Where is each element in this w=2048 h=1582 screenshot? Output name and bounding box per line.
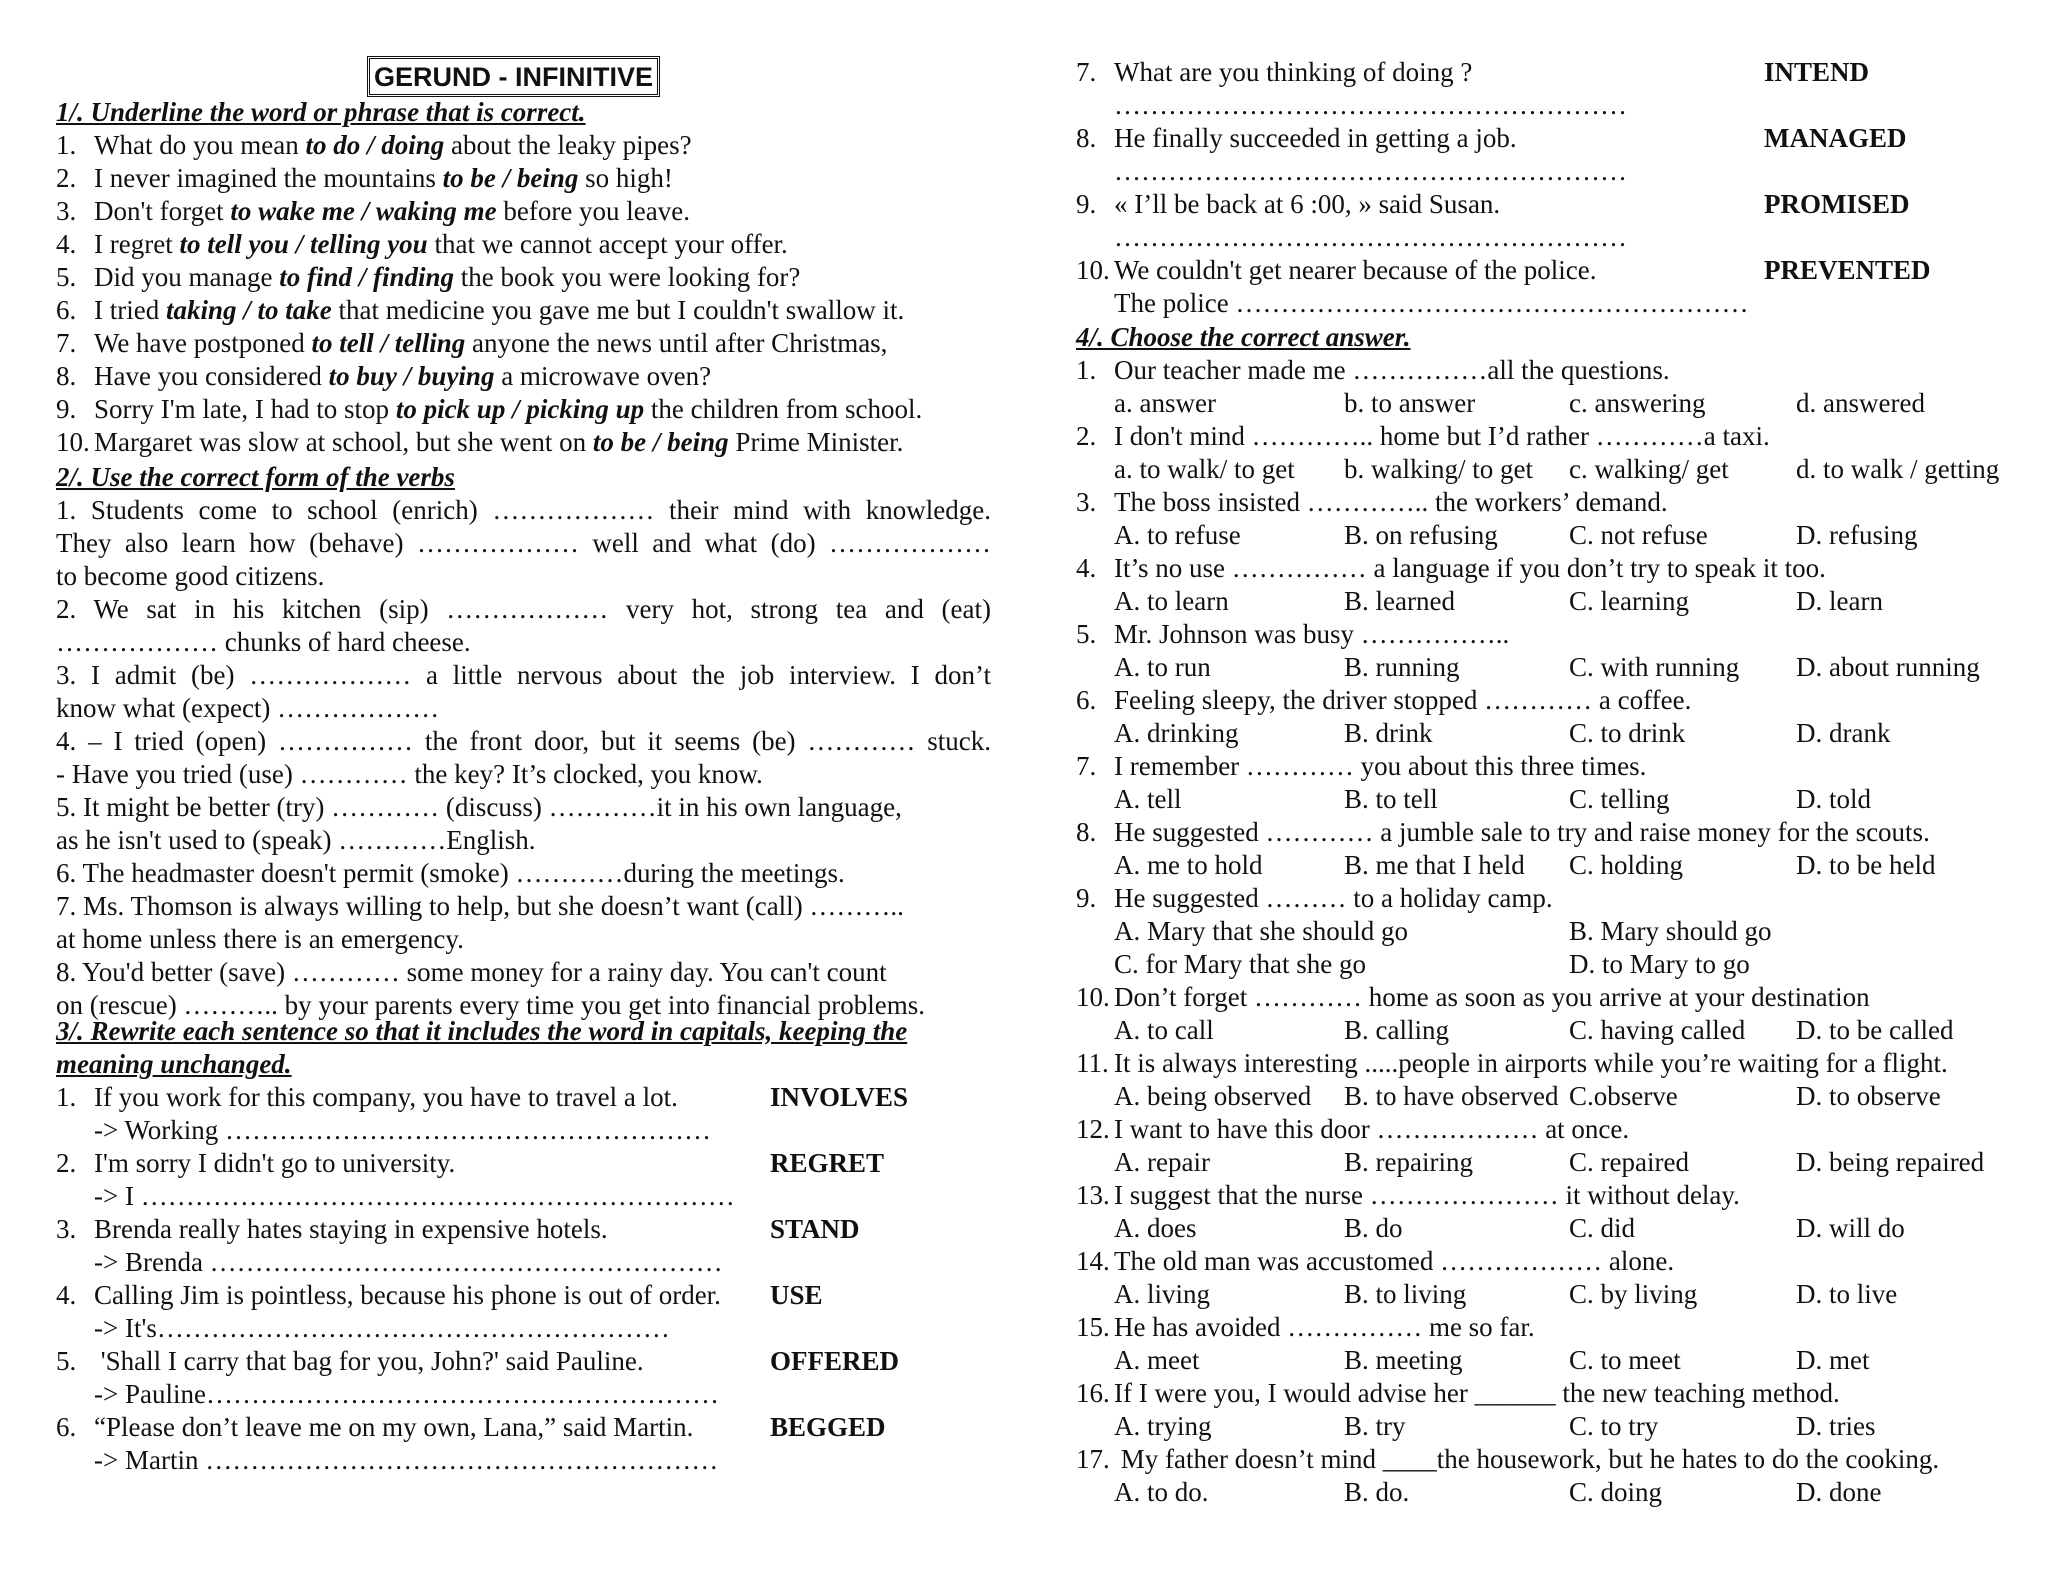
s4-option: C. for Mary that she go [1114, 949, 1366, 979]
s1-item [56, 228, 788, 260]
s4-question-number: 13. [1076, 1180, 1110, 1210]
s4-option: c. walking/ get [1569, 454, 1729, 484]
s4-question-number: 10. [1076, 982, 1110, 1012]
s4-option: C. did [1569, 1213, 1636, 1243]
s4-option: D. done [1796, 1477, 1882, 1507]
s4-question [1076, 1245, 1674, 1277]
s4-question-number: 14. [1076, 1246, 1110, 1276]
s3-item [1076, 122, 1517, 154]
s4-question [1076, 618, 1509, 650]
s4-option: B. me that I held [1344, 850, 1525, 880]
s4-option: A. to do. [1114, 1477, 1209, 1507]
s3-keyword: BEGGED [770, 1412, 886, 1442]
s3-item-text: 'Shall I carry that bag for you, John?' said Pauline. [94, 1346, 644, 1376]
s4-option: A. living [1114, 1279, 1211, 1309]
s3-item-text: He finally succeeded in getting a job. [1114, 123, 1517, 153]
s3-item-number: 9. [1076, 189, 1097, 219]
s4-question [1076, 1311, 1535, 1343]
s4-option: D. to be called [1796, 1015, 1954, 1045]
s1-item-text: I never imagined the mountains [94, 163, 443, 193]
s4-option: C. not refuse [1569, 520, 1708, 550]
s1-item [56, 129, 692, 161]
s3-keyword: REGRET [770, 1148, 885, 1178]
s1-item-number: 2. [56, 163, 77, 193]
s1-item-text: Margaret was slow at school, but she went on [94, 427, 593, 457]
s4-question [1076, 882, 1553, 914]
s2-line: 1. Students come to school (enrich) ……………… their mind with knowledge. [56, 495, 991, 525]
s1-item-choice: to tell / telling [311, 328, 466, 358]
s3-answer-line: -> Martin ………………………………………………… [94, 1445, 719, 1475]
s3-item-text: « I’ll be back at 6 :00, » said Susan. [1114, 189, 1501, 219]
s3-item-text: “Please don’t leave me on my own, Lana,” said Martin. [94, 1412, 694, 1442]
section3-heading-line2: meaning unchanged. [56, 1049, 292, 1079]
s1-item-choice: to wake me / waking me [230, 196, 497, 226]
s1-item-text: What do you mean [94, 130, 306, 160]
s4-question-text: If I were you, I would advise her ______ the new teaching method. [1114, 1378, 1840, 1408]
s4-question-text: I want to have this door ……………… at once. [1114, 1114, 1630, 1144]
s4-option: A. does [1114, 1213, 1197, 1243]
s4-question-text: He suggested ……… to a holiday camp. [1114, 883, 1553, 913]
s2-line: 4. – I tried (open) …………… the front door, but it seems (be) ………… stuck. [56, 726, 991, 756]
s4-option: D. about running [1796, 652, 1980, 682]
s4-option: D. learn [1796, 586, 1883, 616]
s4-question-number: 5. [1076, 619, 1097, 649]
s4-question [1076, 981, 1870, 1013]
s2-line: know what (expect) ……………… [56, 693, 440, 723]
s4-option: B. on refusing [1344, 520, 1498, 550]
s3-answer-line: -> Pauline………………………………………………… [94, 1379, 719, 1409]
s3-item-number: 1. [56, 1082, 77, 1112]
s4-option: D. met [1796, 1345, 1870, 1375]
s4-question-number: 15. [1076, 1312, 1110, 1342]
s4-option: A. being observed [1114, 1081, 1312, 1111]
s3-keyword: PROMISED [1764, 189, 1910, 219]
s4-option: C. holding [1569, 850, 1684, 880]
s1-item-choice: to tell you / telling you [179, 229, 428, 259]
s1-item-text-end: before you leave. [496, 196, 691, 226]
s2-line: 7. Ms. Thomson is always willing to help, but she doesn’t want (call) ……….. [56, 891, 904, 921]
s2-line: as he isn't used to (speak) …………English. [56, 825, 536, 855]
s4-question-text: Our teacher made me ……………all the questions. [1114, 355, 1670, 385]
s2-line: 8. You'd better (save) ………… some money for a rainy day. You can't count [56, 957, 887, 987]
s4-question [1076, 552, 1826, 584]
s4-option: D. to Mary to go [1569, 949, 1750, 979]
s4-option: D. being repaired [1796, 1147, 1985, 1177]
page-title: GERUND - INFINITIVE [367, 56, 660, 97]
s1-item-choice: to buy / buying [328, 361, 495, 391]
s3-answer-line: ………………………………………………… [1114, 90, 1627, 120]
s3-answer-line: -> It's………………………………………………… [94, 1313, 670, 1343]
s4-question [1076, 1377, 1840, 1409]
s1-item-text-end: that we cannot accept your offer. [427, 229, 788, 259]
s4-option: B. do. [1344, 1477, 1410, 1507]
s4-option: c. answering [1569, 388, 1706, 418]
s3-item [1076, 254, 1596, 286]
s2-line: to become good citizens. [56, 561, 325, 591]
s4-question-text: Don’t forget ………… home as soon as you arrive at your destination [1114, 982, 1870, 1012]
s3-answer-line: The police ………………………………………………… [1114, 288, 1749, 318]
s3-answer-line: ………………………………………………… [1114, 222, 1627, 252]
s4-option: a. to walk/ to get [1114, 454, 1295, 484]
s1-item-text-end: so high! [578, 163, 673, 193]
s4-option: C. by living [1569, 1279, 1698, 1309]
s2-line: - Have you tried (use) ………… the key? It’s clocked, you know. [56, 759, 763, 789]
s3-item [56, 1345, 644, 1377]
s4-option: C. telling [1569, 784, 1670, 814]
s3-item [56, 1147, 455, 1179]
s4-question [1076, 684, 1691, 716]
s4-option: B. Mary should go [1569, 916, 1772, 946]
s1-item-number: 1. [56, 130, 77, 160]
section3-heading-line1: 3/. Rewrite each sentence so that it includes the word in capitals, keeping the [56, 1016, 908, 1046]
s4-question-number: 7. [1076, 751, 1097, 781]
s3-item [56, 1411, 693, 1443]
s3-item-number: 10. [1076, 255, 1110, 285]
s4-option: a. answer [1114, 388, 1216, 418]
s1-item-text: Sorry I'm late, I had to stop [94, 394, 396, 424]
s4-option: D. to observe [1796, 1081, 1941, 1111]
s4-question-text: I don't mind ………….. home but I’d rather …………a taxi. [1114, 421, 1770, 451]
s1-item-number: 7. [56, 328, 77, 358]
s1-item [56, 195, 690, 227]
s4-question-text: The old man was accustomed ……………… alone. [1114, 1246, 1675, 1276]
s4-option: A. Mary that she should go [1114, 916, 1408, 946]
s3-item-text: Calling Jim is pointless, because his phone is out of order. [94, 1280, 721, 1310]
s4-option: A. trying [1114, 1411, 1212, 1441]
s3-item [1076, 188, 1500, 220]
s3-keyword: STAND [770, 1214, 860, 1244]
s4-question [1076, 1047, 1948, 1079]
s1-item-number: 8. [56, 361, 77, 391]
s2-line: 6. The headmaster doesn't permit (smoke) …………during the meetings. [56, 858, 845, 888]
s2-line: 3. I admit (be) ……………… a little nervous about the job interview. I don’t [56, 660, 991, 690]
s4-option: C. having called [1569, 1015, 1746, 1045]
s4-option: A. to call [1114, 1015, 1214, 1045]
s3-answer-line: -> Working ……………………………………………… [94, 1115, 712, 1145]
s4-question-number: 2. [1076, 421, 1097, 451]
s4-question-text: I suggest that the nurse ………………… it without delay. [1114, 1180, 1740, 1210]
s4-option: d. answered [1796, 388, 1925, 418]
s3-item-text: If you work for this company, you have to travel a lot. [94, 1082, 678, 1112]
s4-option: B. drink [1344, 718, 1433, 748]
s4-option: C. to meet [1569, 1345, 1681, 1375]
s1-item [56, 327, 887, 359]
s4-question-number: 11. [1076, 1048, 1109, 1078]
s4-option: D. refusing [1796, 520, 1918, 550]
s1-item [56, 426, 903, 458]
s1-item-text-end: that medicine you gave me but I couldn't swallow it. [331, 295, 905, 325]
s4-question-number: 8. [1076, 817, 1097, 847]
s3-item-text: We couldn't get nearer because of the police. [1114, 255, 1597, 285]
s4-option: D. to be held [1796, 850, 1936, 880]
s4-question-text: The boss insisted ………….. the workers’ demand. [1114, 487, 1668, 517]
s1-item-choice: to be / being [592, 427, 729, 457]
s1-item-text-end: anyone the news until after Christmas, [465, 328, 888, 358]
s4-option: B. do [1344, 1213, 1403, 1243]
s4-question [1076, 750, 1646, 782]
s4-question [1076, 354, 1670, 386]
s4-question-text: He has avoided …………… me so far. [1114, 1312, 1535, 1342]
s4-option: D. will do [1796, 1213, 1905, 1243]
s4-option: B. to living [1344, 1279, 1467, 1309]
s1-item-number: 6. [56, 295, 77, 325]
s4-option: B. try [1344, 1411, 1406, 1441]
s4-question [1076, 420, 1770, 452]
s4-option: B. running [1344, 652, 1460, 682]
s3-item [56, 1081, 678, 1113]
s4-question-number: 12. [1076, 1114, 1110, 1144]
s4-option: C. to try [1569, 1411, 1659, 1441]
s4-option: C. doing [1569, 1477, 1663, 1507]
s1-item-text: We have postponed [94, 328, 312, 358]
s1-item-choice: to be / being [442, 163, 579, 193]
s2-line: on (rescue) ……….. by your parents every time you get into financial problems. [56, 990, 926, 1020]
s4-question-number: 6. [1076, 685, 1097, 715]
s3-answer-line: -> Brenda ………………………………………………… [94, 1247, 723, 1277]
s1-item-text-end: Prime Minister. [728, 427, 904, 457]
s4-question-number: 3. [1076, 487, 1097, 517]
s4-option: A. to learn [1114, 586, 1229, 616]
s2-line: 2. We sat in his kitchen (sip) ……………… very hot, strong tea and (eat) [56, 594, 991, 624]
s4-option: B. repairing [1344, 1147, 1473, 1177]
s4-question [1076, 1443, 1939, 1475]
s1-item-text: Have you considered [94, 361, 329, 391]
section4-heading: 4/. Choose the correct answer. [1076, 322, 1411, 352]
s4-option: B. learned [1344, 586, 1455, 616]
s3-item [56, 1213, 608, 1245]
s1-item-choice: taking / to take [165, 295, 332, 325]
s2-line: at home unless there is an emergency. [56, 924, 464, 954]
s1-item-choice: to do / doing [305, 130, 445, 160]
s4-question-text: It’s no use …………… a language if you don’t try to speak it too. [1114, 553, 1826, 583]
s3-item-number: 6. [56, 1412, 77, 1442]
s4-option: C. with running [1569, 652, 1740, 682]
s4-question-text: I remember ………… you about this three times. [1114, 751, 1647, 781]
s4-question [1076, 1113, 1629, 1145]
s2-line: 5. It might be better (try) ………… (discuss) …………it in his own language, [56, 792, 902, 822]
s4-option: b. walking/ to get [1344, 454, 1533, 484]
s4-option: A. to run [1114, 652, 1211, 682]
s1-item-text: I tried [94, 295, 166, 325]
s3-item-number: 3. [56, 1214, 77, 1244]
s4-option: B. meeting [1344, 1345, 1463, 1375]
s4-question-text: My father doesn’t mind ____the housework, but he hates to do the cooking. [1114, 1444, 1940, 1474]
s3-answer-line: ………………………………………………… [1114, 156, 1627, 186]
s4-option: B. to have observed [1344, 1081, 1559, 1111]
s4-question [1076, 1179, 1740, 1211]
s3-item-text: I'm sorry I didn't go to university. [94, 1148, 456, 1178]
s4-question-number: 16. [1076, 1378, 1110, 1408]
s2-line: ……………… chunks of hard cheese. [56, 627, 471, 657]
s4-question-text: Feeling sleepy, the driver stopped ………… a coffee. [1114, 685, 1692, 715]
s1-item-text: Don't forget [94, 196, 231, 226]
s4-option: A. me to hold [1114, 850, 1263, 880]
s4-option: A. tell [1114, 784, 1182, 814]
s1-item-text: I regret [94, 229, 180, 259]
s1-item-number: 9. [56, 394, 77, 424]
s3-keyword: USE [770, 1280, 823, 1310]
s4-option: B. to tell [1344, 784, 1438, 814]
s3-item [56, 1279, 721, 1311]
s4-option: D. to live [1796, 1279, 1898, 1309]
s4-option: A. to refuse [1114, 520, 1241, 550]
s3-item-number: 2. [56, 1148, 77, 1178]
s4-option: b. to answer [1344, 388, 1476, 418]
s4-question-number: 4. [1076, 553, 1097, 583]
s4-question-number: 1. [1076, 355, 1097, 385]
s1-item [56, 393, 922, 425]
s4-option: A. meet [1114, 1345, 1200, 1375]
s4-option: C. to drink [1569, 718, 1686, 748]
s1-item-choice: to find / finding [279, 262, 454, 292]
s3-item [1076, 56, 1472, 88]
s4-option: C. learning [1569, 586, 1689, 616]
s1-item-number: 3. [56, 196, 77, 226]
s4-option: A. drinking [1114, 718, 1239, 748]
s1-item-number: 10. [56, 427, 90, 457]
s1-item [56, 360, 711, 392]
s4-option: D. drank [1796, 718, 1891, 748]
s1-item [56, 294, 904, 326]
s3-item-number: 4. [56, 1280, 77, 1310]
section2-heading: 2/. Use the correct form of the verbs [56, 462, 455, 492]
s1-item-text-end: the book you were looking for? [454, 262, 801, 292]
s3-answer-line: -> I ………………………………………………………… [94, 1181, 735, 1211]
s4-option: D. tries [1796, 1411, 1876, 1441]
s1-item [56, 162, 673, 194]
s1-item-text: Did you manage [94, 262, 280, 292]
s4-option: C. repaired [1569, 1147, 1689, 1177]
s3-keyword: PREVENTED [1764, 255, 1931, 285]
s1-item [56, 261, 800, 293]
s4-option: A. repair [1114, 1147, 1210, 1177]
s1-item-text-end: a microwave oven? [494, 361, 712, 391]
s3-item-text: Brenda really hates staying in expensive hotels. [94, 1214, 608, 1244]
s4-option: B. calling [1344, 1015, 1449, 1045]
s3-item-number: 8. [1076, 123, 1097, 153]
s1-item-number: 4. [56, 229, 77, 259]
s4-option: C.observe [1569, 1081, 1678, 1111]
s3-item-number: 7. [1076, 57, 1097, 87]
s4-option: d. to walk / getting [1796, 454, 2000, 484]
s3-item-number: 5. [56, 1346, 77, 1376]
s3-keyword: OFFERED [770, 1346, 900, 1376]
s4-question-text: Mr. Johnson was busy …………….. [1114, 619, 1510, 649]
s4-option: D. told [1796, 784, 1872, 814]
s3-item-text: What are you thinking of doing ? [1114, 57, 1473, 87]
s2-line: They also learn how (behave) ……………… well and what (do) ……………… [56, 528, 991, 558]
s3-keyword: INVOLVES [770, 1082, 909, 1112]
s4-question-text: It is always interesting .....people in airports while you’re waiting for a flight. [1114, 1048, 1948, 1078]
s1-item-text-end: the children from school. [644, 394, 923, 424]
s4-question-number: 9. [1076, 883, 1097, 913]
s3-keyword: INTEND [1764, 57, 1870, 87]
s4-question-number: 17. [1076, 1444, 1110, 1474]
s4-question [1076, 816, 1930, 848]
section1-heading: 1/. Underline the word or phrase that is correct. [56, 97, 586, 127]
s4-question-text: He suggested ………… a jumble sale to try and raise money for the scouts. [1114, 817, 1930, 847]
s1-item-text-end: about the leaky pipes? [444, 130, 692, 160]
s4-question [1076, 486, 1668, 518]
s3-keyword: MANAGED [1764, 123, 1907, 153]
s1-item-number: 5. [56, 262, 77, 292]
s1-item-choice: to pick up / picking up [395, 394, 645, 424]
